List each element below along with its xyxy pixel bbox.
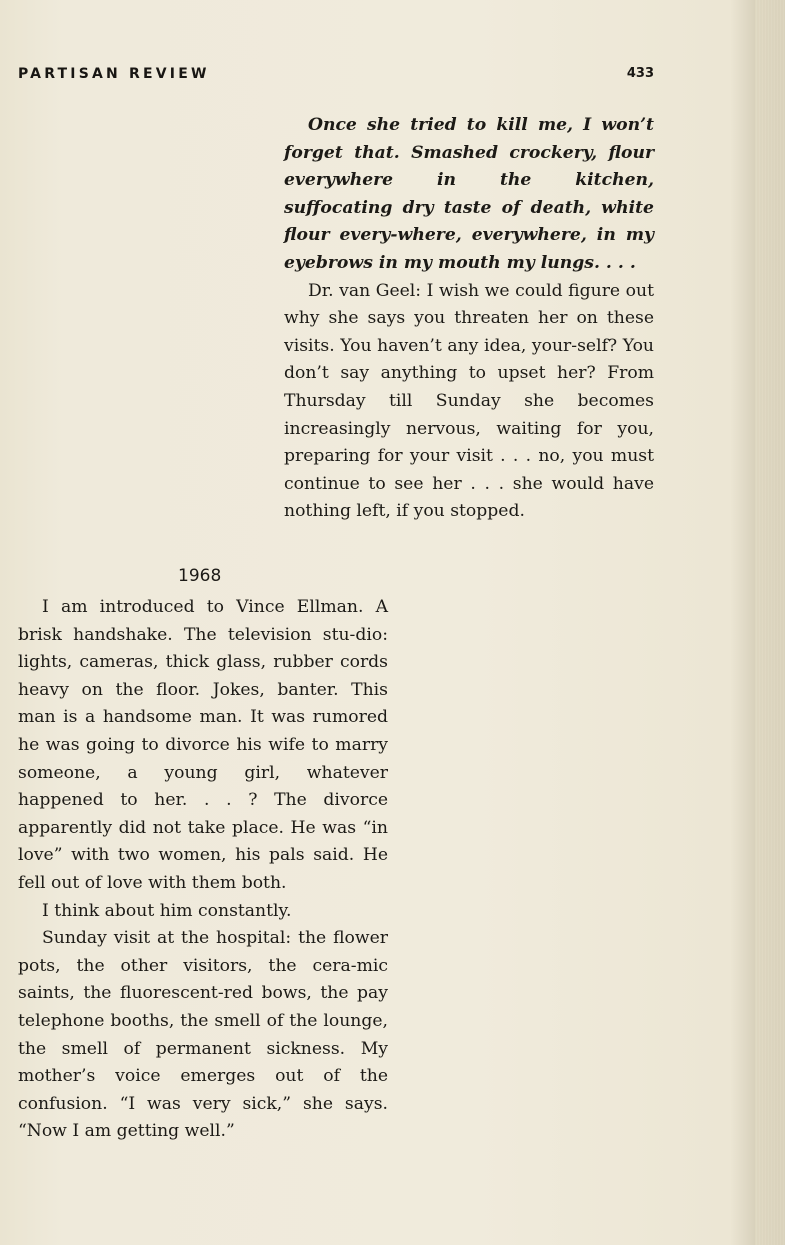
body-paragraph: Sunday visit at the hospital: the flower pots, the other visitors, the cera-mic saints, the fluorescent-red bows, the pay telephone booths, the smell of the lounge, the smell of permanent sickness. My mother’s voice emerges out of the confusion. “I was very sick,” she says. “Now I am getting well.”	[18, 928, 388, 1142]
page-number: 433	[626, 66, 654, 81]
body-paragraph: I am introduced to Vince Ellman. A brisk handshake. The television stu-dio: lights, cameras, thick glass, rubber cords heavy on the floor. Jokes, banter. This man is a handsome man. It was rumored he was going to divorce his wife to marry someone, a young girl, whatever happened to her. . . ? The divorce apparently did not take place. He was “in love” with two women, his pals said. He fell out of love with them both.	[18, 597, 388, 893]
body-paragraph: I think about him constantly.	[42, 900, 292, 921]
running-head: PARTISAN REVIEW	[18, 66, 210, 82]
upper-column	[284, 112, 654, 526]
page-header	[18, 66, 654, 88]
page-edge	[755, 0, 785, 1245]
italic-quote: Once she tried to kill me, I won’t forget that. Smashed crockery, flour everywhere in the kitchen, suffocating dry taste of death, white flour every-where, everywhere, in my eyebrows in my mouth my lungs. . . .	[284, 115, 654, 273]
section-year-heading: 1968	[178, 566, 222, 586]
lower-column	[18, 594, 388, 1146]
doctor-paragraph: Dr. van Geel: I wish we could figure out why she says you threaten her on these visits. You haven’t any idea, your-self? You don’t say anything to upset her? From Thursday till Sunday she becomes increasingly nervous, waiting for you, preparing for your visit . . . no, you must continue to see her . . . she would have nothing left, if you stopped.	[284, 280, 654, 522]
